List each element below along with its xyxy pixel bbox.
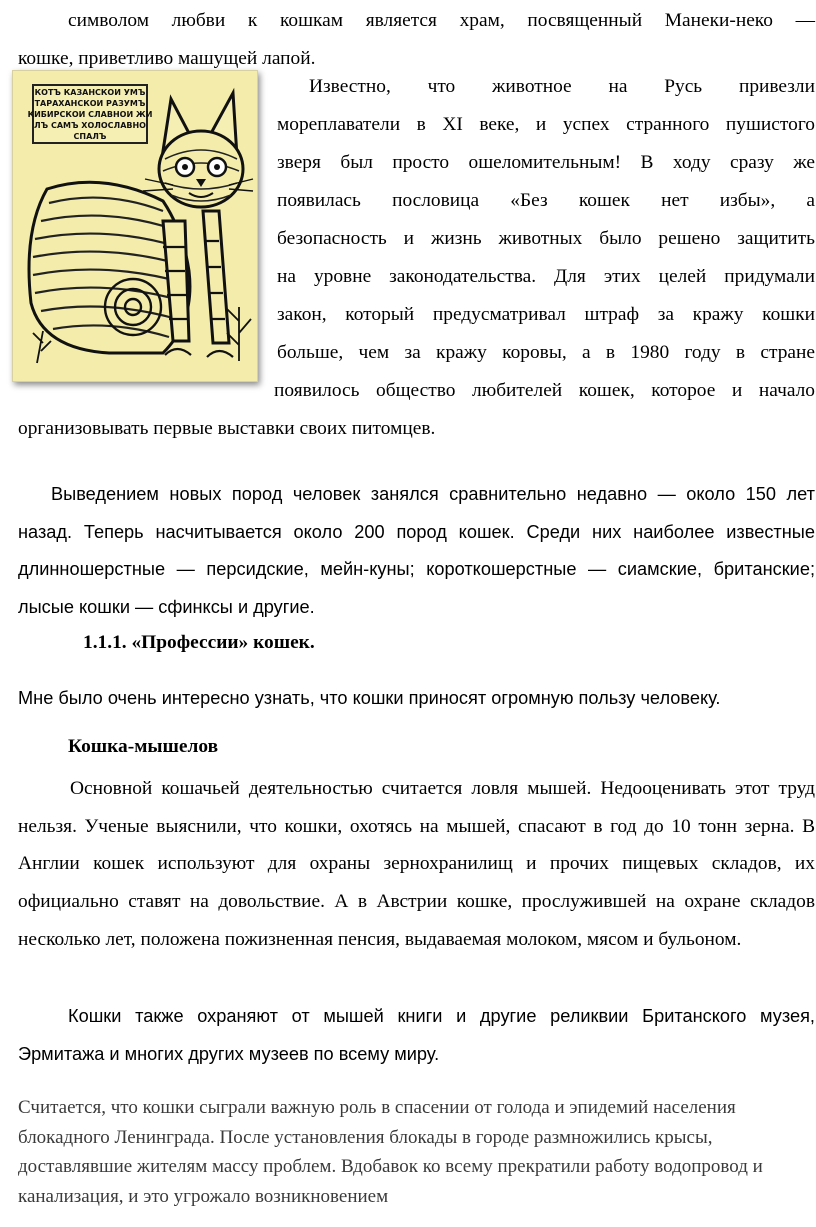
- caption-line-4: ЛЪ САМЪ ХОЛОСЛАВНО: [34, 121, 146, 130]
- leningrad-paragraph: Считается, что кошки сыграли важную роль в спасении от голода и эпидемий населения блокадного Ленинграда. После установления блокады в городе размножились крысы, доставлявшие жителям массу проблем. Вдобавок ко всему прекратили работу водопровод и канализация, и это угрожало возникновением: [18, 1097, 763, 1207]
- cat-lubok-illustration: [12, 70, 258, 382]
- caption-line-5: СПАЛЪ: [73, 132, 107, 141]
- intro-line-1: символом любви к кошкам является храм, посвященный Манеки-неко —: [68, 10, 815, 31]
- museum-paragraph: Кошки также охраняют от мышей книги и другие реликвии Британского музея, Эрмитажа и многих других музеев по всему миру.: [18, 1006, 815, 1064]
- mouser-heading: Кошка-мышелов: [68, 736, 219, 757]
- float-line-2: мореплаватели в XI веке, и успех странного пушистого: [277, 114, 815, 135]
- caption-line-2: ТАРАХАНСКОИ РАЗУМЪ: [34, 99, 146, 108]
- intro-line-2: кошке, приветливо машущей лапой.: [18, 48, 316, 69]
- float-line-1: Известно, что животное на Русь привезли: [309, 76, 815, 97]
- float-line-8: больше, чем за кражу коровы, а в 1980 году в стране: [277, 342, 815, 363]
- cat-engraving-image: [13, 71, 257, 381]
- float-line-4: появилась пословица «Без кошек нет избы», а: [277, 190, 815, 211]
- float-line-6: на уровне законодательства. Для этих целей придумали: [277, 266, 815, 287]
- float-line-5: безопасность и жизнь животных было решено защитить: [277, 228, 815, 249]
- caption-line-3: КИБИРСКОИ СЛАВНОИ ЖИ: [27, 110, 153, 119]
- caption-line-1: КОТЪ КАЗАНСКОИ УМЪ: [34, 88, 146, 97]
- breeds-paragraph: Выведением новых пород человек занялся сравнительно недавно — около 150 лет назад. Теперь насчитывается около 200 пород кошек. Среди них наиболее известные длинношерстные — персидские, мейн-куны; короткошерстные — сиамские, британские; лысые кошки — сфинксы и другие.: [18, 484, 815, 618]
- float-line-9: появилось общество любителей кошек, которое и начало: [274, 380, 815, 401]
- float-continuation: организовывать первые выставки своих питомцев.: [18, 418, 436, 439]
- interest-paragraph: Мне было очень интересно узнать, что кошки приносят огромную пользу человеку.: [18, 688, 721, 708]
- section-heading: 1.1.1. «Профессии» кошек.: [83, 632, 315, 653]
- mouser-paragraph: Основной кошачьей деятельностью считается ловля мышей. Недооценивать этот труд нельзя. Ученые выяснили, что кошки, охотясь на мышей, спасают в год до 10 тонн зерна. В Англии кошек используют для охраны зернохранилищ и прочих пищевых складов, их официально ставят на довольствие. А в Австрии кошке, прослужившей на охране складов несколько лет, положена пожизненная пенсия, выдаваемая молоком, мясом и бульоном.: [18, 778, 815, 950]
- float-line-7: закон, который предусматривал штраф за кражу кошки: [277, 304, 815, 325]
- float-line-3: зверя был просто ошеломительным! В ходу сразу же: [277, 152, 815, 173]
